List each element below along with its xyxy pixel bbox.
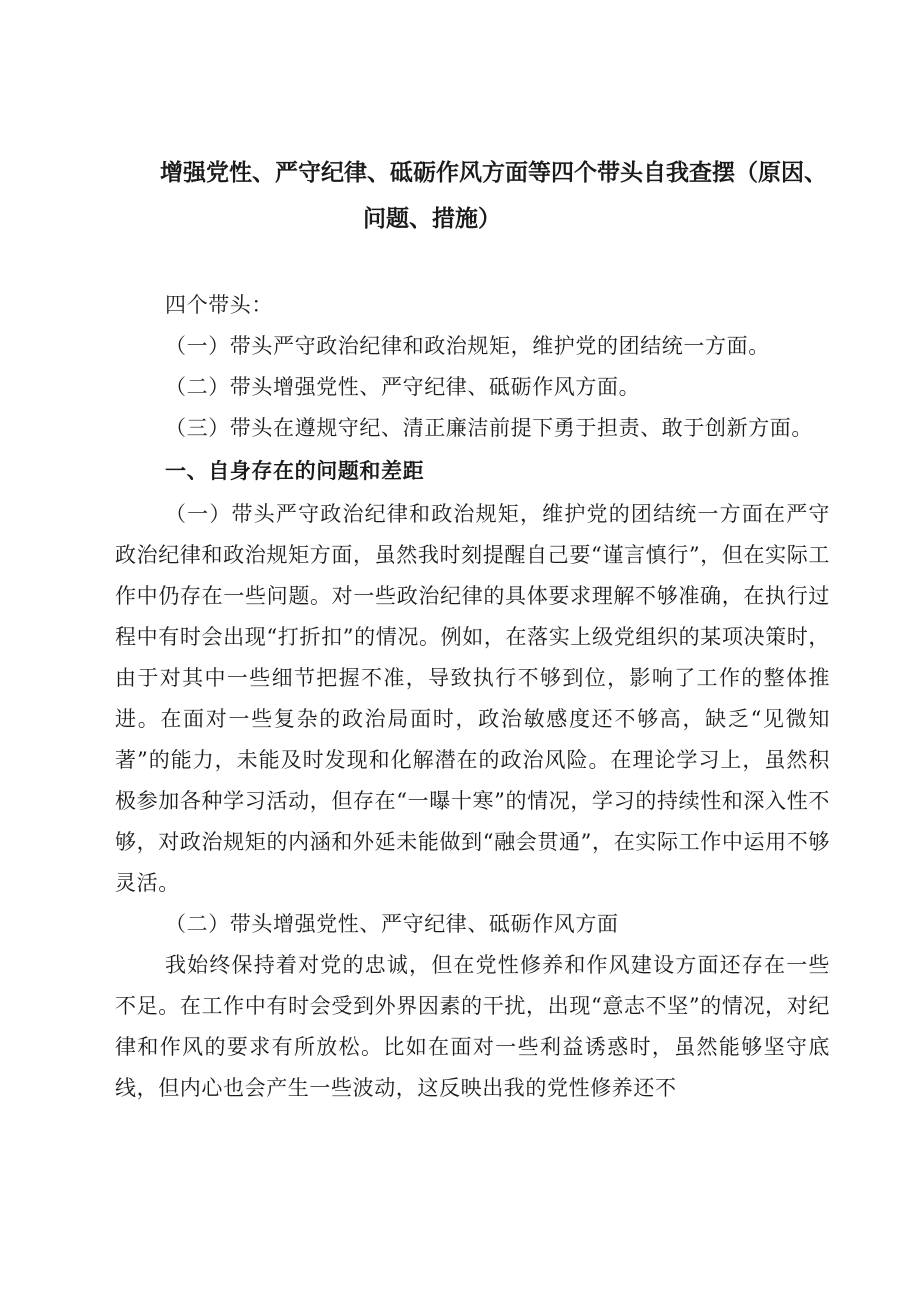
- document-title: [160, 150, 880, 242]
- section-1-paragraph-1: （一）带头严守政治纪律和政治规矩，维护党的团结统一方面在严守政治纪律和政治规矩方面，虽然我时刻提醒自己要“谨言慎行”，但在实际工作中仍存在一些问题。对一些政治纪律的具体要求理解不够准确，在执行过程中有时会出现“打折扣”的情况。例如，在落实上级党组织的某项决策时，由于对其中一些细节把握不准，导致执行不够到位，影响了工作的整体推进。在面对一些复杂的政治局面时，政治敏感度还不够高，缺乏“见微知著”的能力，未能及时发现和化解潜在的政治风险。在理论学习上，虽然积极参加各种学习活动，但存在“一曝十寒”的情况，学习的持续性和深入性不够，对政治规矩的内涵和外延未能做到“融会贯通”，在实际工作中运用不够灵活。: [115, 502, 830, 895]
- item-2: （二）带头增强党性、严守纪律、砥砺作风方面。: [165, 375, 641, 399]
- intro-label: 四个带头：: [165, 293, 273, 317]
- item-1: （一）带头严守政治纪律和政治规矩，维护党的团结统一方面。: [165, 334, 770, 358]
- section-1-subheading-2: （二）带头增强党性、严守纪律、砥砺作风方面: [165, 912, 619, 936]
- title-line-2: 问题、措施）: [363, 206, 501, 232]
- section-1-paragraph-2: 我始终保持着对党的忠诚，但在党性修养和作风建设方面还存在一些不足。在工作中有时会受到外界因素的干扰，出现“意志不坚”的情况，对纪律和作风的要求有所放松。比如在面对一些利益诱惑时，虽然能够坚守底线，但内心也会产生一些波动，这反映出我的党性修养还不: [115, 953, 830, 1100]
- item-3: （三）带头在遵规守纪、清正廉洁前提下勇于担责、敢于创新方面。: [165, 416, 813, 440]
- section-1-heading: 一、自身存在的问题和差距: [165, 459, 425, 483]
- document-body: [115, 285, 830, 1109]
- title-line-1: 增强党性、严守纪律、砥砺作风方面等四个带头自我查摆（原因、: [160, 160, 827, 186]
